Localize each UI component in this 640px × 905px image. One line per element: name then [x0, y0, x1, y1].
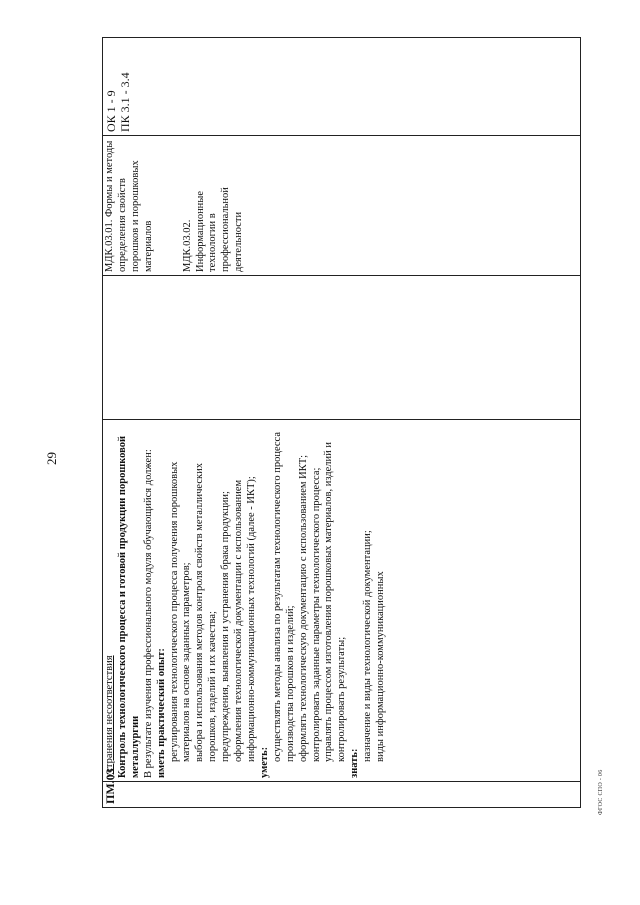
empty-cell — [103, 276, 581, 420]
experience-heading: иметь практический опыт: — [155, 648, 167, 778]
list-item: оформлять технологическую документацию с использованием ИКТ; — [297, 454, 309, 762]
module-code: ПМ.03 — [103, 768, 117, 804]
courses-cell — [103, 136, 581, 276]
competencies-cell — [103, 38, 581, 136]
list-item: осуществлять методы анализа по результатам технологического процесса производства порошков и изделий; — [271, 432, 296, 762]
continuation-text: устранения несоответствия — [104, 655, 115, 778]
module-title: Контроль технологического процесса и готовой продукции порошковой металлургии — [116, 436, 141, 778]
list-item: назначение и виды технологической документации; — [362, 530, 374, 762]
skills-heading: уметь: — [258, 746, 270, 778]
list-item: контролировать заданные параметры технологического процесса; — [310, 467, 322, 762]
module-content-cell — [103, 420, 581, 782]
intro-text: В результате изучения профессионального модуля обучающийся должен: — [142, 449, 154, 778]
general-competencies: ОК 1 - 9 — [104, 90, 118, 132]
list-item: оформления технологической документации с использованием информационно-коммуникационных технологий (далее - ИКТ); — [233, 476, 257, 762]
list-item: виды информационно-коммуникационных — [375, 571, 387, 762]
list-item: регулирования технологического процесса получения порошковых материалов на основе заданных параметров; — [168, 461, 193, 762]
list-item: выбора и использования методов контроля свойств металлических порошков, изделий и их качества; — [194, 463, 219, 762]
table-row — [103, 38, 581, 808]
page-number: 29 — [44, 452, 59, 465]
page-footer: ФГОС СПО - 06 — [598, 769, 604, 815]
list-item: предупреждения, выявления и устранения брака продукции; — [220, 491, 232, 762]
professional-competencies: ПК 3.1 - 3.4 — [118, 72, 132, 132]
curriculum-table — [102, 37, 581, 808]
list-item: управлять процессом изготовления порошковых материалов, изделий и контролировать результаты; — [323, 442, 348, 762]
knowledge-heading: знать: — [349, 748, 361, 778]
course-first: МДК.03.01. Формы и методы определения свойств порошков и порошковых материалов — [104, 140, 154, 272]
module-code-cell — [103, 768, 581, 808]
course-second: МДК.03.02. Информационные технологии в профессиональной деятельности — [181, 187, 245, 272]
